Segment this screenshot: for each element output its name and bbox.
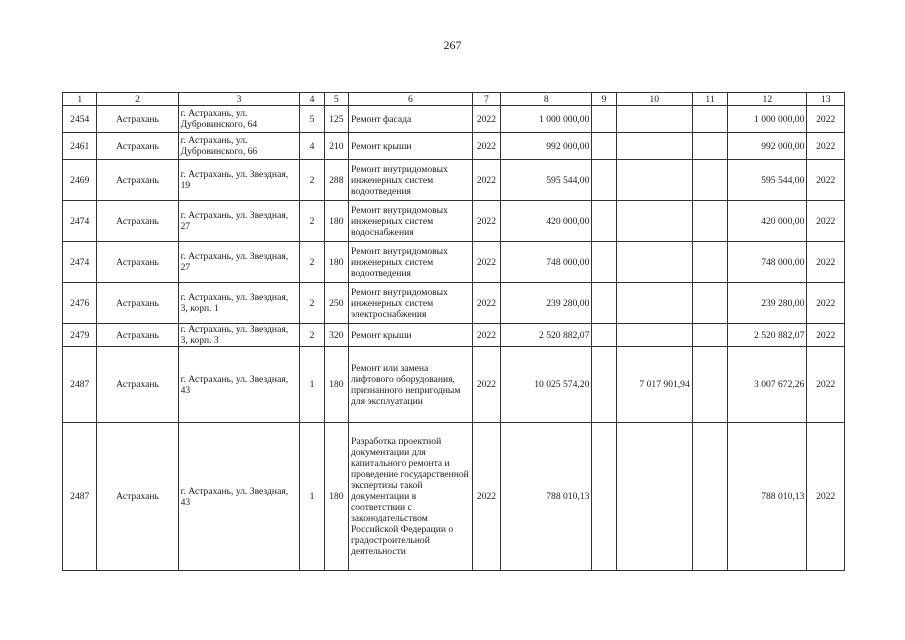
cell-work-type: Ремонт внутридомовых инженерных систем водоснабжения bbox=[348, 201, 472, 242]
cell-record-id: 2476 bbox=[63, 283, 97, 324]
table-row bbox=[63, 347, 845, 423]
table-row bbox=[63, 242, 845, 283]
cell-work-type: Ремонт внутридомовых инженерных систем водоотведения bbox=[348, 160, 472, 201]
cell-area: 180 bbox=[324, 423, 348, 571]
cell-record-id: 2487 bbox=[63, 423, 97, 571]
cell-owners-funds: 3 007 672,26 bbox=[728, 347, 807, 423]
cell-floors: 2 bbox=[300, 201, 324, 242]
cell-work-type: Ремонт крыши bbox=[348, 324, 472, 347]
cell-total-cost: 1 000 000,00 bbox=[501, 106, 592, 133]
cell-owners-funds: 595 544,00 bbox=[728, 160, 807, 201]
cell-total-cost: 420 000,00 bbox=[501, 201, 592, 242]
column-header: 7 bbox=[472, 93, 500, 106]
cell-year: 2022 bbox=[472, 283, 500, 324]
cell-address: г. Астрахань, ул. Звездная, 43 bbox=[178, 347, 300, 423]
cell-floors: 2 bbox=[300, 160, 324, 201]
cell-record-id: 2474 bbox=[63, 242, 97, 283]
cell-area: 180 bbox=[324, 201, 348, 242]
column-header: 5 bbox=[324, 93, 348, 106]
cell-owners-funds: 239 280,00 bbox=[728, 283, 807, 324]
cell-fund-2 bbox=[616, 160, 692, 201]
cell-municipality: Астрахань bbox=[97, 324, 178, 347]
cell-fund-2 bbox=[616, 133, 692, 160]
cell-record-id: 2487 bbox=[63, 347, 97, 423]
cell-year: 2022 bbox=[472, 201, 500, 242]
cell-municipality: Астрахань bbox=[97, 242, 178, 283]
cell-record-id: 2474 bbox=[63, 201, 97, 242]
cell-area: 210 bbox=[324, 133, 348, 160]
cell-address: г. Астрахань, ул. Звездная, 27 bbox=[178, 242, 300, 283]
cell-fund-2 bbox=[616, 283, 692, 324]
cell-year: 2022 bbox=[472, 423, 500, 571]
cell-record-id: 2469 bbox=[63, 160, 97, 201]
cell-year: 2022 bbox=[472, 242, 500, 283]
column-header: 4 bbox=[300, 93, 324, 106]
cell-fund-1 bbox=[592, 423, 616, 571]
table-row bbox=[63, 324, 845, 347]
cell-area: 125 bbox=[324, 106, 348, 133]
cell-year: 2022 bbox=[472, 106, 500, 133]
column-header: 2 bbox=[97, 93, 178, 106]
capital-repair-table bbox=[62, 92, 845, 571]
cell-owners-funds: 748 000,00 bbox=[728, 242, 807, 283]
cell-address: г. Астрахань, ул. Звездная, 27 bbox=[178, 201, 300, 242]
cell-total-cost: 595 544,00 bbox=[501, 160, 592, 201]
cell-owners-funds: 2 520 882,07 bbox=[728, 324, 807, 347]
cell-floors: 4 bbox=[300, 133, 324, 160]
cell-completion-year: 2022 bbox=[807, 324, 845, 347]
cell-year: 2022 bbox=[472, 347, 500, 423]
cell-fund-1 bbox=[592, 133, 616, 160]
column-header: 8 bbox=[501, 93, 592, 106]
page-number: 267 bbox=[443, 38, 462, 52]
cell-record-id: 2479 bbox=[63, 324, 97, 347]
column-header: 13 bbox=[807, 93, 845, 106]
cell-fund-3 bbox=[692, 423, 727, 571]
table-row bbox=[63, 160, 845, 201]
cell-completion-year: 2022 bbox=[807, 160, 845, 201]
cell-area: 320 bbox=[324, 324, 348, 347]
cell-work-type: Ремонт внутридомовых инженерных систем электроснабжения bbox=[348, 283, 472, 324]
cell-address: г. Астрахань, ул. Звездная, 3, корп. 1 bbox=[178, 283, 300, 324]
cell-floors: 2 bbox=[300, 242, 324, 283]
cell-fund-1 bbox=[592, 283, 616, 324]
cell-municipality: Астрахань bbox=[97, 160, 178, 201]
cell-completion-year: 2022 bbox=[807, 133, 845, 160]
cell-completion-year: 2022 bbox=[807, 242, 845, 283]
cell-completion-year: 2022 bbox=[807, 347, 845, 423]
cell-owners-funds: 992 000,00 bbox=[728, 133, 807, 160]
cell-floors: 2 bbox=[300, 324, 324, 347]
cell-fund-2 bbox=[616, 201, 692, 242]
cell-area: 250 bbox=[324, 283, 348, 324]
cell-fund-2 bbox=[616, 423, 692, 571]
cell-fund-3 bbox=[692, 283, 727, 324]
cell-fund-3 bbox=[692, 242, 727, 283]
cell-address: г. Астрахань, ул. Звездная, 43 bbox=[178, 423, 300, 571]
column-header: 12 bbox=[728, 93, 807, 106]
cell-work-type: Разработка проектной документации для капитального ремонта и проведение государственной экспертизы такой документации в соответствии с законодательством Российской Федерации о градостроительной деятельности bbox=[348, 423, 472, 571]
cell-municipality: Астрахань bbox=[97, 106, 178, 133]
cell-fund-1 bbox=[592, 201, 616, 242]
table-row bbox=[63, 106, 845, 133]
table-row bbox=[63, 133, 845, 160]
cell-floors: 1 bbox=[300, 423, 324, 571]
cell-floors: 2 bbox=[300, 283, 324, 324]
table-row bbox=[63, 201, 845, 242]
cell-floors: 5 bbox=[300, 106, 324, 133]
cell-fund-1 bbox=[592, 160, 616, 201]
cell-municipality: Астрахань bbox=[97, 347, 178, 423]
cell-municipality: Астрахань bbox=[97, 423, 178, 571]
cell-year: 2022 bbox=[472, 133, 500, 160]
cell-work-type: Ремонт крыши bbox=[348, 133, 472, 160]
column-header: 9 bbox=[592, 93, 616, 106]
cell-total-cost: 10 025 574,20 bbox=[501, 347, 592, 423]
cell-fund-3 bbox=[692, 133, 727, 160]
cell-address: г. Астрахань, ул. Дубровинского, 64 bbox=[178, 106, 300, 133]
table-row bbox=[63, 423, 845, 571]
cell-total-cost: 239 280,00 bbox=[501, 283, 592, 324]
cell-completion-year: 2022 bbox=[807, 423, 845, 571]
cell-fund-1 bbox=[592, 242, 616, 283]
cell-work-type: Ремонт фасада bbox=[348, 106, 472, 133]
cell-municipality: Астрахань bbox=[97, 283, 178, 324]
cell-fund-1 bbox=[592, 347, 616, 423]
column-header: 10 bbox=[616, 93, 692, 106]
column-header: 3 bbox=[178, 93, 300, 106]
cell-fund-3 bbox=[692, 106, 727, 133]
cell-completion-year: 2022 bbox=[807, 201, 845, 242]
cell-total-cost: 2 520 882,07 bbox=[501, 324, 592, 347]
column-number-row bbox=[63, 93, 845, 106]
cell-owners-funds: 420 000,00 bbox=[728, 201, 807, 242]
cell-fund-3 bbox=[692, 201, 727, 242]
cell-area: 288 bbox=[324, 160, 348, 201]
cell-area: 180 bbox=[324, 347, 348, 423]
cell-municipality: Астрахань bbox=[97, 133, 178, 160]
cell-fund-1 bbox=[592, 324, 616, 347]
cell-fund-3 bbox=[692, 324, 727, 347]
cell-fund-3 bbox=[692, 160, 727, 201]
column-header: 1 bbox=[63, 93, 97, 106]
cell-record-id: 2461 bbox=[63, 133, 97, 160]
cell-municipality: Астрахань bbox=[97, 201, 178, 242]
cell-total-cost: 748 000,00 bbox=[501, 242, 592, 283]
table-row bbox=[63, 283, 845, 324]
cell-record-id: 2454 bbox=[63, 106, 97, 133]
cell-year: 2022 bbox=[472, 324, 500, 347]
cell-completion-year: 2022 bbox=[807, 106, 845, 133]
cell-floors: 1 bbox=[300, 347, 324, 423]
cell-fund-2 bbox=[616, 242, 692, 283]
cell-completion-year: 2022 bbox=[807, 283, 845, 324]
cell-owners-funds: 1 000 000,00 bbox=[728, 106, 807, 133]
cell-fund-2 bbox=[616, 106, 692, 133]
cell-total-cost: 992 000,00 bbox=[501, 133, 592, 160]
column-header: 6 bbox=[348, 93, 472, 106]
cell-fund-2 bbox=[616, 324, 692, 347]
cell-work-type: Ремонт внутридомовых инженерных систем водоотведения bbox=[348, 242, 472, 283]
column-header: 11 bbox=[692, 93, 727, 106]
cell-area: 180 bbox=[324, 242, 348, 283]
cell-owners-funds: 788 010,13 bbox=[728, 423, 807, 571]
cell-address: г. Астрахань, ул. Звездная, 19 bbox=[178, 160, 300, 201]
cell-fund-3 bbox=[692, 347, 727, 423]
cell-address: г. Астрахань, ул. Звездная, 3, корп. 3 bbox=[178, 324, 300, 347]
cell-fund-1 bbox=[592, 106, 616, 133]
cell-total-cost: 788 010,13 bbox=[501, 423, 592, 571]
cell-fund-2: 7 017 901,94 bbox=[616, 347, 692, 423]
cell-work-type: Ремонт или замена лифтового оборудования, признанного непригодным для эксплуатации bbox=[348, 347, 472, 423]
cell-address: г. Астрахань, ул. Дубровинского, 66 bbox=[178, 133, 300, 160]
cell-year: 2022 bbox=[472, 160, 500, 201]
